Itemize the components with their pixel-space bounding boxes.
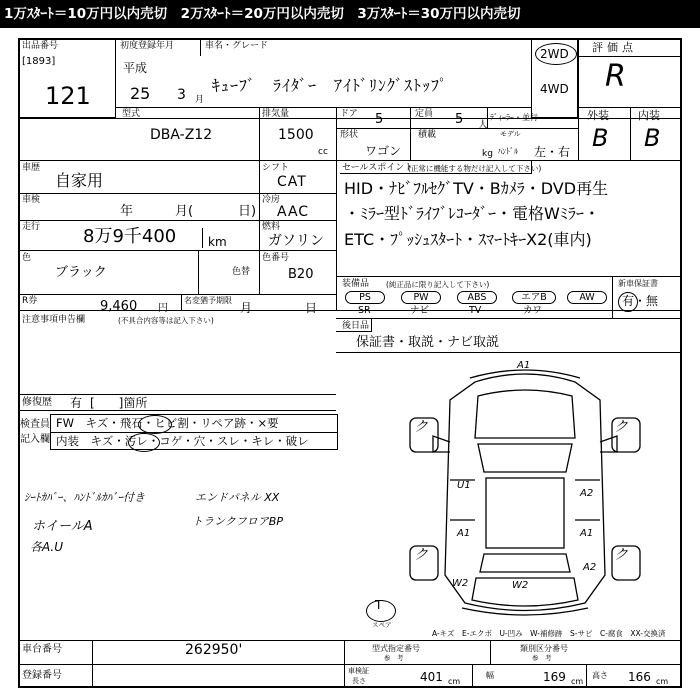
shape-label: 形状	[340, 130, 359, 140]
model-label: 車名・グレード	[205, 41, 269, 51]
interior-label: 内装	[638, 109, 660, 122]
interior-grade: B	[644, 124, 661, 152]
registration-month: 3	[177, 87, 186, 103]
warranty-value: 有・無	[622, 294, 659, 308]
mark-left-rear-quarter: W2	[452, 578, 469, 589]
car-mirror-left	[433, 436, 450, 452]
handwritten-note-3: 各A.U	[30, 540, 64, 554]
doors-label: ドア	[340, 109, 358, 119]
class-spec-label: 類別区分番号	[520, 644, 568, 653]
spare-tire-t: T	[375, 598, 383, 612]
mark-left-front-door: U1	[457, 480, 471, 491]
inspection-day: 日)	[238, 204, 257, 219]
grade-label: 評価点	[592, 41, 637, 54]
equip-abs: ABS	[457, 291, 497, 304]
lot-number: 121	[45, 82, 91, 110]
warranty-selected-oval	[618, 292, 638, 312]
handle-value: 左・右	[534, 145, 571, 159]
displacement-unit: cc	[318, 147, 328, 157]
capacity-unit: 人	[478, 120, 488, 131]
exterior-grade: B	[592, 124, 609, 152]
fuel-value: ガソリン	[268, 233, 324, 249]
width-value: 169	[543, 670, 566, 684]
lot-label: 出品番号	[22, 41, 59, 51]
car-rear-window	[480, 554, 570, 572]
sales-sub: (正常に機能する物だけ記入して下さい)	[408, 164, 542, 173]
color-number-label: 色番号	[262, 253, 290, 263]
deadline-month: 月	[240, 301, 253, 315]
registration-era: 平成	[123, 61, 148, 75]
mileage-unit: km	[208, 235, 227, 249]
chassis-value: 262950'	[185, 642, 243, 658]
warranty-label: 新車保証書	[618, 279, 658, 288]
handwritten-note-4: エンドパネル XX	[195, 491, 280, 504]
recycle-label: R券	[22, 296, 38, 306]
height-value: 166	[628, 670, 651, 684]
mark-right-rear-quarter: A2	[583, 562, 597, 573]
equip-tv: TV	[469, 305, 482, 316]
height-label: 高さ	[592, 671, 608, 680]
color-value: ブラック	[55, 265, 107, 280]
history-label: 車歴	[22, 163, 41, 173]
top-banner: 1万ｽﾀｰﾄ＝10万円以内売切 2万ｽﾀｰﾄ＝20万円以内売切 3万ｽﾀｰﾄ＝30万円以内売切	[0, 0, 700, 28]
car-hood	[475, 390, 575, 438]
displacement-label: 排気量	[262, 109, 290, 119]
handwritten-note-5: トランクフロアBP	[192, 515, 283, 528]
grade-value: R	[605, 59, 626, 94]
handwritten-note-2: ホイールA	[32, 519, 93, 534]
registration-label: 初度登録年月	[120, 41, 175, 51]
load-unit: kg	[482, 149, 493, 159]
length-unit: cm	[448, 677, 461, 686]
type-spec-label: 型式指定番号	[372, 644, 420, 653]
model-name: ｷｭｰﾌﾞ ﾗｲﾀﾞｰ ｱｲﾄﾞﾘﾝｸﾞｽﾄｯﾌﾟ	[212, 76, 449, 95]
mark-front-bumper: A1	[517, 360, 531, 371]
aircon-label: 冷房	[262, 195, 281, 205]
equipment-label: 装備品	[342, 279, 370, 289]
repair-unit: [ ]箇所	[90, 396, 148, 410]
exterior-label: 外装	[587, 109, 609, 122]
inspector-mark-stain	[128, 433, 160, 452]
equip-navi: ナビ	[410, 305, 430, 316]
length-value: 401	[420, 670, 443, 684]
equip-ps: PS	[345, 291, 385, 304]
sales-line-1: HID・ﾅﾋﾞﾌﾙｾｸﾞTV・Bｶﾒﾗ・DVD再生	[344, 179, 609, 198]
handle-label: ﾊﾝﾄﾞﾙ	[498, 147, 518, 156]
inspector-label-2: 記入欄	[20, 434, 50, 445]
shift-label: シフト	[262, 163, 290, 173]
sales-line-3: ETC・ﾌﾟｯｼｭｽﾀｰﾄ・ｽﾏｰﾄｷｰX2(車内)	[344, 230, 592, 249]
deadline-label: 名変猶予期限	[184, 296, 232, 305]
rear-bumper	[462, 608, 588, 615]
mileage-label: 走行	[22, 222, 41, 232]
fuel-label: 燃料	[262, 222, 281, 232]
inspection-year: 年	[120, 204, 134, 219]
width-label: 幅	[486, 671, 494, 680]
equip-aw: AW	[567, 291, 607, 304]
inspector-label-1: 検査員	[20, 419, 50, 430]
wheel-mark-rl: ク	[414, 547, 428, 563]
repair-value: 有	[70, 396, 83, 410]
color-change-label: 色替	[232, 267, 251, 277]
displacement-value: 1500	[278, 127, 314, 143]
spare-tire-label: スペア	[372, 621, 392, 629]
history-value: 自家用	[55, 171, 104, 190]
repair-label: 修復歴	[22, 397, 52, 408]
recycle-unit: 円	[158, 303, 168, 314]
wheel-mark-rr: ク	[614, 547, 628, 563]
wheel-mark-fl: ク	[414, 419, 428, 435]
class-spec-sub: 参 考	[532, 654, 552, 662]
load-label: 積載	[418, 130, 437, 140]
doors-value: 5	[375, 112, 384, 127]
mark-right-front-door: A2	[580, 488, 594, 499]
equip-pw: PW	[401, 291, 441, 304]
equip-sr: SR	[358, 305, 371, 316]
chassis-label: 車台番号	[22, 644, 62, 655]
type-spec-sub: 参 考	[384, 654, 404, 662]
registration-month-unit: 月	[195, 95, 205, 105]
equipment-sub: (純正品に限り記入して下さい)	[386, 280, 490, 289]
notes-label: 注意事項申告欄	[22, 315, 86, 325]
shift-value: CAT	[277, 174, 307, 190]
inspector-mark-chip	[138, 415, 172, 434]
dealer-label: ﾃﾞｨｰﾗｰ・並行	[490, 113, 538, 122]
length-label-2: 長さ	[352, 677, 366, 685]
type-value: DBA-Z12	[150, 127, 213, 143]
shape-value: ワゴン	[365, 144, 402, 158]
mark-rear-gate: W2	[512, 580, 529, 591]
model-sublabel: モデル	[500, 130, 521, 138]
notes-sub: (不具合内容等は記入下さい)	[118, 316, 214, 325]
length-label-1: 車検証	[348, 667, 369, 675]
car-damage-diagram	[400, 360, 650, 625]
inspection-label: 車検	[22, 195, 41, 205]
equip-airbag: エアB	[512, 291, 556, 304]
mileage-value: 8万9千400	[83, 226, 177, 247]
aircon-value: AAC	[277, 204, 310, 220]
wheel-mark-fr: ク	[614, 419, 628, 435]
car-windshield	[478, 444, 572, 472]
lot-code: [1893]	[22, 56, 56, 67]
recycle-value: 9,460	[100, 299, 138, 314]
deadline-day: 日	[305, 301, 318, 315]
sales-label: セールスポイント	[342, 163, 414, 173]
equip-leather: カワ	[523, 305, 543, 316]
inspector-row-1: FW キズ・飛石・ヒビ割・リペア跡・×要	[56, 416, 279, 430]
capacity-value: 5	[455, 112, 464, 127]
car-roof	[486, 478, 564, 548]
type-label: 型式	[122, 109, 141, 119]
car-mirror-right	[600, 436, 617, 452]
capacity-label: 定員	[415, 109, 434, 119]
drive-4wd: 4WD	[540, 82, 569, 96]
drive-2wd: 2WD	[540, 47, 569, 61]
inspection-month: 月(	[175, 204, 194, 219]
reg-number-label: 登録番号	[22, 670, 62, 681]
handwritten-note-1: ｼｰﾄｶﾊﾞｰ、ﾊﾝﾄﾞﾙｶﾊﾞｰ付き	[24, 491, 145, 504]
color-label: 色	[22, 253, 32, 263]
after-value: 保証書・取説・ナビ取説	[356, 335, 500, 350]
after-label: 後日品	[342, 321, 370, 331]
sales-line-2: ・ﾐﾗｰ型ﾄﾞﾗｲﾌﾞﾚｺｰﾀﾞｰ・電格Wﾐﾗｰ・	[344, 204, 600, 223]
mark-left-rear-door: A1	[457, 528, 471, 539]
mark-right-rear-door: A1	[580, 528, 594, 539]
damage-legend: A-キズ E-エクボ U-凹み W-補修跡 S-サビ C-腐食 XX-交換済	[432, 629, 666, 638]
color-number-value: B20	[288, 267, 314, 282]
registration-year: 25	[130, 84, 151, 103]
width-unit: cm	[571, 677, 584, 686]
height-unit: cm	[656, 677, 669, 686]
inspector-row-2: 内装 キズ・汚レ・コゲ・穴・スレ・キレ・破レ	[56, 434, 309, 448]
